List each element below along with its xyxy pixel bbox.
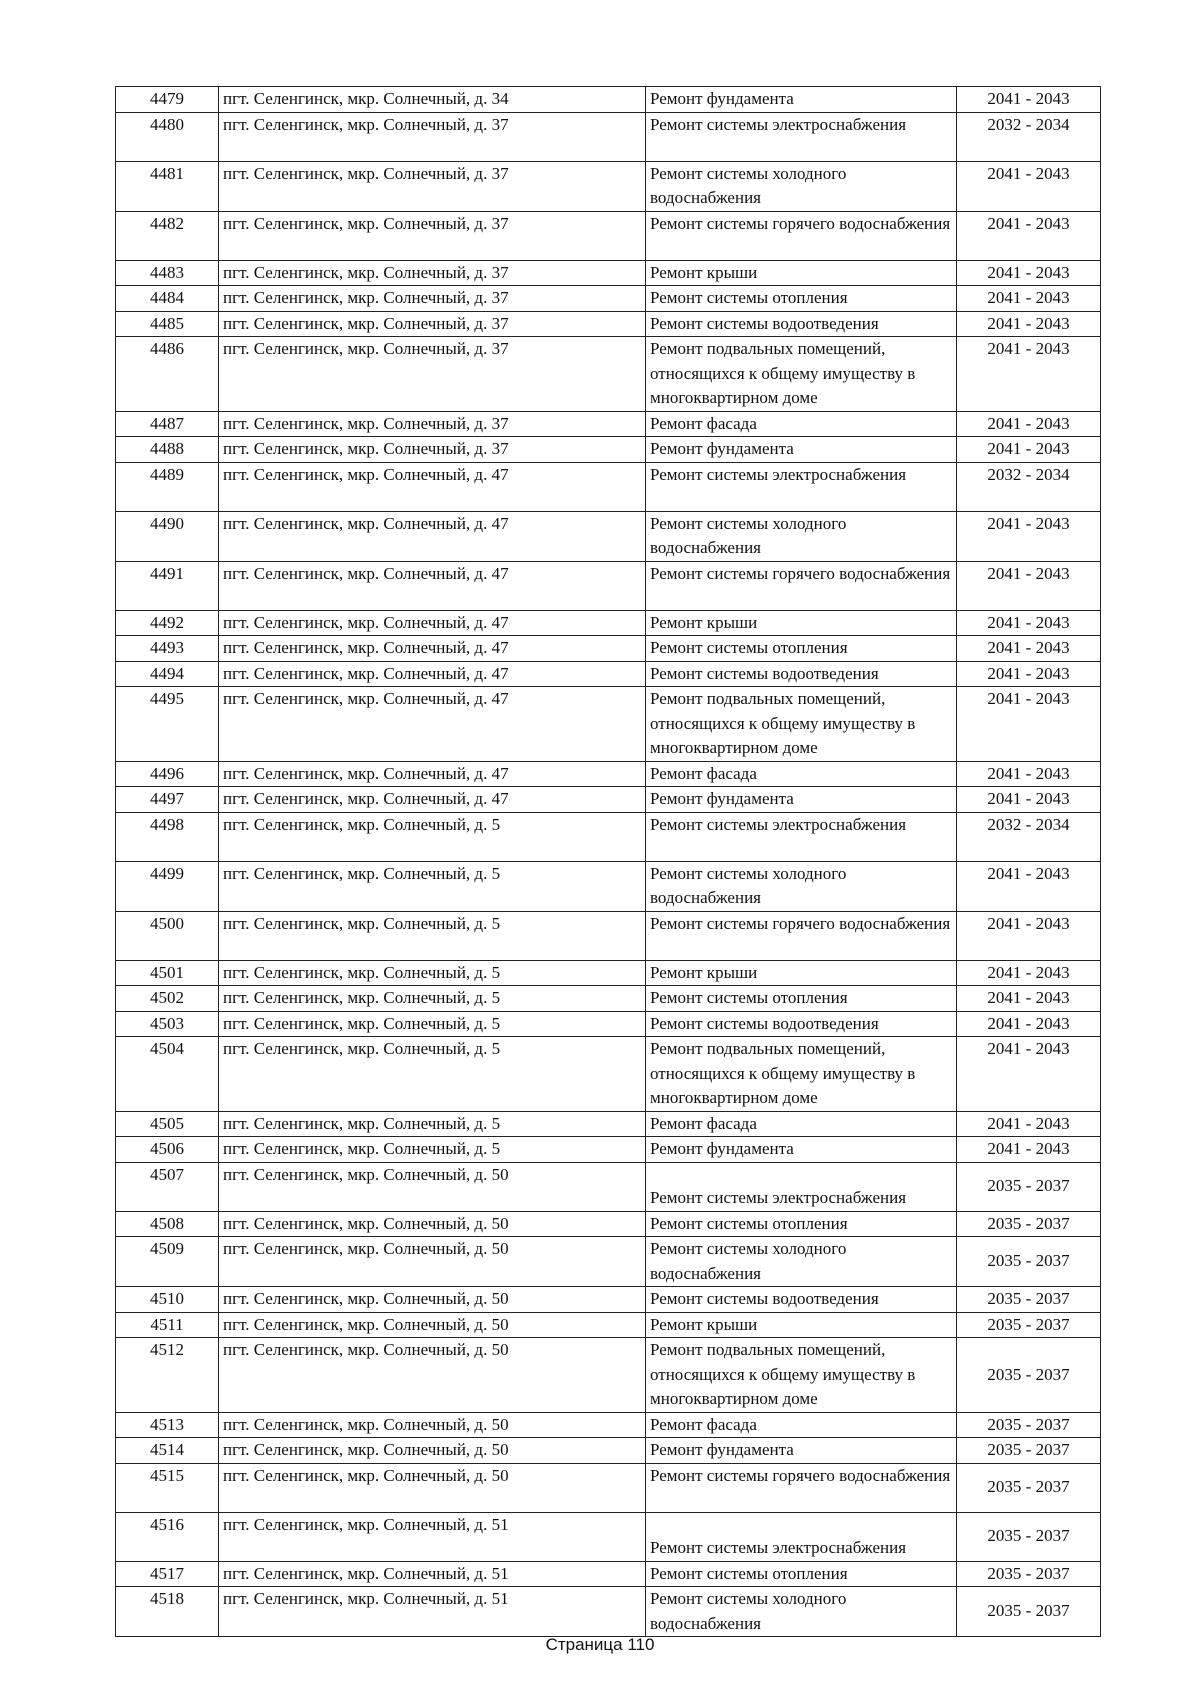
period-cell: 2041 - 2043 [957,661,1101,687]
period-cell: 2041 - 2043 [957,211,1101,260]
address-cell: пгт. Селенгинск, мкр. Солнечный, д. 5 [219,861,646,911]
address-cell: пгт. Селенгинск, мкр. Солнечный, д. 51 [219,1587,646,1637]
work-type-cell: Ремонт фасада [646,411,957,437]
table-row [116,161,1101,211]
row-number-cell: 4485 [116,311,219,337]
work-type-cell: Ремонт системы электроснабжения [646,1512,957,1561]
row-number-cell: 4501 [116,960,219,986]
row-number-cell: 4486 [116,337,219,412]
address-cell: пгт. Селенгинск, мкр. Солнечный, д. 47 [219,787,646,813]
period-cell: 2041 - 2043 [957,761,1101,787]
period-cell: 2041 - 2043 [957,986,1101,1012]
work-type-cell: Ремонт подвальных помещений, относящихся к общему имуществу в многоквартирном доме [646,1037,957,1112]
row-number-cell: 4488 [116,437,219,463]
address-cell: пгт. Селенгинск, мкр. Солнечный, д. 50 [219,1312,646,1338]
row-number-cell: 4515 [116,1463,219,1512]
table-row [116,1512,1101,1561]
period-cell: 2041 - 2043 [957,861,1101,911]
period-cell: 2035 - 2037 [957,1211,1101,1237]
address-cell: пгт. Селенгинск, мкр. Солнечный, д. 37 [219,112,646,161]
table-row [116,911,1101,960]
row-number-cell: 4498 [116,812,219,861]
period-cell: 2041 - 2043 [957,511,1101,561]
address-cell: пгт. Селенгинск, мкр. Солнечный, д. 50 [219,1162,646,1211]
table-row [116,211,1101,260]
row-number-cell: 4492 [116,610,219,636]
table-row [116,1211,1101,1237]
table-row [116,1137,1101,1163]
table-row [116,260,1101,286]
work-type-cell: Ремонт крыши [646,1312,957,1338]
row-number-cell: 4510 [116,1287,219,1313]
table-row [116,1412,1101,1438]
address-cell: пгт. Селенгинск, мкр. Солнечный, д. 50 [219,1338,646,1413]
period-cell: 2041 - 2043 [957,1111,1101,1137]
work-type-cell: Ремонт системы водоотведения [646,1011,957,1037]
row-number-cell: 4517 [116,1561,219,1587]
work-type-cell: Ремонт фундамента [646,87,957,113]
table-row [116,1438,1101,1464]
row-number-cell: 4499 [116,861,219,911]
work-type-cell: Ремонт системы водоотведения [646,311,957,337]
period-cell: 2041 - 2043 [957,161,1101,211]
work-type-cell: Ремонт крыши [646,610,957,636]
address-cell: пгт. Селенгинск, мкр. Солнечный, д. 50 [219,1287,646,1313]
table-row [116,1037,1101,1112]
table-row [116,411,1101,437]
period-cell: 2041 - 2043 [957,286,1101,312]
work-type-cell: Ремонт системы водоотведения [646,1287,957,1313]
row-number-cell: 4483 [116,260,219,286]
address-cell: пгт. Селенгинск, мкр. Солнечный, д. 34 [219,87,646,113]
address-cell: пгт. Селенгинск, мкр. Солнечный, д. 37 [219,337,646,412]
table-row [116,87,1101,113]
period-cell: 2041 - 2043 [957,787,1101,813]
period-cell: 2041 - 2043 [957,87,1101,113]
address-cell: пгт. Селенгинск, мкр. Солнечный, д. 37 [219,161,646,211]
address-cell: пгт. Селенгинск, мкр. Солнечный, д. 5 [219,812,646,861]
row-number-cell: 4518 [116,1587,219,1637]
address-cell: пгт. Селенгинск, мкр. Солнечный, д. 37 [219,311,646,337]
row-number-cell: 4479 [116,87,219,113]
work-type-cell: Ремонт фасада [646,1412,957,1438]
row-number-cell: 4508 [116,1211,219,1237]
period-cell: 2032 - 2034 [957,112,1101,161]
work-type-cell: Ремонт системы холодного водоснабжения [646,1587,957,1637]
table-row [116,561,1101,610]
work-type-cell: Ремонт крыши [646,260,957,286]
work-type-cell: Ремонт фундамента [646,1137,957,1163]
row-number-cell: 4493 [116,636,219,662]
address-cell: пгт. Селенгинск, мкр. Солнечный, д. 37 [219,437,646,463]
address-cell: пгт. Селенгинск, мкр. Солнечный, д. 50 [219,1237,646,1287]
table-row [116,311,1101,337]
row-number-cell: 4489 [116,462,219,511]
work-type-cell: Ремонт системы горячего водоснабжения [646,1463,957,1512]
period-cell: 2041 - 2043 [957,687,1101,762]
period-cell: 2041 - 2043 [957,411,1101,437]
address-cell: пгт. Селенгинск, мкр. Солнечный, д. 5 [219,960,646,986]
work-type-cell: Ремонт системы горячего водоснабжения [646,911,957,960]
period-cell: 2035 - 2037 [957,1438,1101,1464]
period-cell: 2041 - 2043 [957,311,1101,337]
address-cell: пгт. Селенгинск, мкр. Солнечный, д. 47 [219,511,646,561]
period-cell: 2035 - 2037 [957,1287,1101,1313]
table-row [116,761,1101,787]
period-cell: 2035 - 2037 [957,1162,1101,1211]
period-cell: 2041 - 2043 [957,337,1101,412]
period-cell: 2041 - 2043 [957,561,1101,610]
table-row [116,986,1101,1012]
table-row [116,687,1101,762]
row-number-cell: 4494 [116,661,219,687]
period-cell: 2032 - 2034 [957,462,1101,511]
row-number-cell: 4482 [116,211,219,260]
period-cell: 2041 - 2043 [957,610,1101,636]
table-row [116,1287,1101,1313]
table-row [116,1162,1101,1211]
row-number-cell: 4480 [116,112,219,161]
address-cell: пгт. Селенгинск, мкр. Солнечный, д. 51 [219,1561,646,1587]
period-cell: 2035 - 2037 [957,1312,1101,1338]
row-number-cell: 4507 [116,1162,219,1211]
period-cell: 2041 - 2043 [957,636,1101,662]
period-cell: 2041 - 2043 [957,1011,1101,1037]
page-number: Страница 110 [545,1635,655,1654]
address-cell: пгт. Селенгинск, мкр. Солнечный, д. 47 [219,661,646,687]
table-row [116,610,1101,636]
row-number-cell: 4484 [116,286,219,312]
work-type-cell: Ремонт системы электроснабжения [646,1162,957,1211]
row-number-cell: 4500 [116,911,219,960]
table-row [116,636,1101,662]
period-cell: 2035 - 2037 [957,1587,1101,1637]
table-row [116,1338,1101,1413]
address-cell: пгт. Селенгинск, мкр. Солнечный, д. 50 [219,1438,646,1464]
work-type-cell: Ремонт фундамента [646,437,957,463]
address-cell: пгт. Селенгинск, мкр. Солнечный, д. 47 [219,687,646,762]
address-cell: пгт. Селенгинск, мкр. Солнечный, д. 50 [219,1412,646,1438]
work-type-cell: Ремонт системы отопления [646,1211,957,1237]
table-row [116,1111,1101,1137]
row-number-cell: 4490 [116,511,219,561]
address-cell: пгт. Селенгинск, мкр. Солнечный, д. 5 [219,911,646,960]
address-cell: пгт. Селенгинск, мкр. Солнечный, д. 37 [219,211,646,260]
work-type-cell: Ремонт фасада [646,761,957,787]
address-cell: пгт. Селенгинск, мкр. Солнечный, д. 37 [219,411,646,437]
address-cell: пгт. Селенгинск, мкр. Солнечный, д. 51 [219,1512,646,1561]
address-cell: пгт. Селенгинск, мкр. Солнечный, д. 37 [219,286,646,312]
row-number-cell: 4497 [116,787,219,813]
work-type-cell: Ремонт системы электроснабжения [646,112,957,161]
row-number-cell: 4491 [116,561,219,610]
address-cell: пгт. Селенгинск, мкр. Солнечный, д. 5 [219,1037,646,1112]
work-type-cell: Ремонт подвальных помещений, относящихся к общему имуществу в многоквартирном доме [646,687,957,762]
address-cell: пгт. Селенгинск, мкр. Солнечный, д. 5 [219,1011,646,1037]
address-cell: пгт. Селенгинск, мкр. Солнечный, д. 47 [219,462,646,511]
work-type-cell: Ремонт фундамента [646,1438,957,1464]
table-row [116,112,1101,161]
row-number-cell: 4514 [116,1438,219,1464]
address-cell: пгт. Селенгинск, мкр. Солнечный, д. 50 [219,1211,646,1237]
work-type-cell: Ремонт системы электроснабжения [646,812,957,861]
work-type-cell: Ремонт подвальных помещений, относящихся к общему имуществу в многоквартирном доме [646,337,957,412]
period-cell: 2041 - 2043 [957,1037,1101,1112]
work-type-cell: Ремонт системы горячего водоснабжения [646,211,957,260]
works-table [115,86,1101,1637]
row-number-cell: 4513 [116,1412,219,1438]
period-cell: 2041 - 2043 [957,960,1101,986]
work-type-cell: Ремонт системы горячего водоснабжения [646,561,957,610]
row-number-cell: 4495 [116,687,219,762]
address-cell: пгт. Селенгинск, мкр. Солнечный, д. 50 [219,1463,646,1512]
work-type-cell: Ремонт системы отопления [646,286,957,312]
period-cell: 2041 - 2043 [957,437,1101,463]
work-type-cell: Ремонт фундамента [646,787,957,813]
period-cell: 2041 - 2043 [957,911,1101,960]
row-number-cell: 4504 [116,1037,219,1112]
row-number-cell: 4516 [116,1512,219,1561]
address-cell: пгт. Селенгинск, мкр. Солнечный, д. 47 [219,636,646,662]
work-type-cell: Ремонт крыши [646,960,957,986]
work-type-cell: Ремонт подвальных помещений, относящихся к общему имуществу в многоквартирном доме [646,1338,957,1413]
work-type-cell: Ремонт системы электроснабжения [646,462,957,511]
table-row [116,1587,1101,1637]
table-row [116,812,1101,861]
table-row [116,861,1101,911]
address-cell: пгт. Селенгинск, мкр. Солнечный, д. 47 [219,761,646,787]
row-number-cell: 4506 [116,1137,219,1163]
work-type-cell: Ремонт системы отопления [646,636,957,662]
period-cell: 2041 - 2043 [957,1137,1101,1163]
table-row [116,1561,1101,1587]
address-cell: пгт. Селенгинск, мкр. Солнечный, д. 5 [219,1137,646,1163]
work-type-cell: Ремонт системы водоотведения [646,661,957,687]
work-type-cell: Ремонт системы отопления [646,1561,957,1587]
row-number-cell: 4502 [116,986,219,1012]
table-row [116,1463,1101,1512]
row-number-cell: 4512 [116,1338,219,1413]
work-type-cell: Ремонт системы холодного водоснабжения [646,861,957,911]
row-number-cell: 4505 [116,1111,219,1137]
table-row [116,286,1101,312]
work-type-cell: Ремонт системы отопления [646,986,957,1012]
table-row [116,960,1101,986]
work-type-cell: Ремонт системы холодного водоснабжения [646,161,957,211]
row-number-cell: 4487 [116,411,219,437]
table-body [116,87,1101,1637]
period-cell: 2041 - 2043 [957,260,1101,286]
table-row [116,1011,1101,1037]
period-cell: 2035 - 2037 [957,1512,1101,1561]
row-number-cell: 4509 [116,1237,219,1287]
address-cell: пгт. Селенгинск, мкр. Солнечный, д. 37 [219,260,646,286]
table-row [116,437,1101,463]
period-cell: 2035 - 2037 [957,1463,1101,1512]
table-row [116,462,1101,511]
address-cell: пгт. Селенгинск, мкр. Солнечный, д. 5 [219,1111,646,1137]
row-number-cell: 4511 [116,1312,219,1338]
table-row [116,1312,1101,1338]
row-number-cell: 4503 [116,1011,219,1037]
address-cell: пгт. Селенгинск, мкр. Солнечный, д. 5 [219,986,646,1012]
table-row [116,511,1101,561]
work-type-cell: Ремонт фасада [646,1111,957,1137]
work-type-cell: Ремонт системы холодного водоснабжения [646,1237,957,1287]
period-cell: 2032 - 2034 [957,812,1101,861]
table-row [116,1237,1101,1287]
table-row [116,661,1101,687]
period-cell: 2035 - 2037 [957,1237,1101,1287]
table-row [116,337,1101,412]
period-cell: 2035 - 2037 [957,1338,1101,1413]
row-number-cell: 4481 [116,161,219,211]
address-cell: пгт. Селенгинск, мкр. Солнечный, д. 47 [219,561,646,610]
work-type-cell: Ремонт системы холодного водоснабжения [646,511,957,561]
address-cell: пгт. Селенгинск, мкр. Солнечный, д. 47 [219,610,646,636]
row-number-cell: 4496 [116,761,219,787]
period-cell: 2035 - 2037 [957,1561,1101,1587]
table-row [116,787,1101,813]
period-cell: 2035 - 2037 [957,1412,1101,1438]
